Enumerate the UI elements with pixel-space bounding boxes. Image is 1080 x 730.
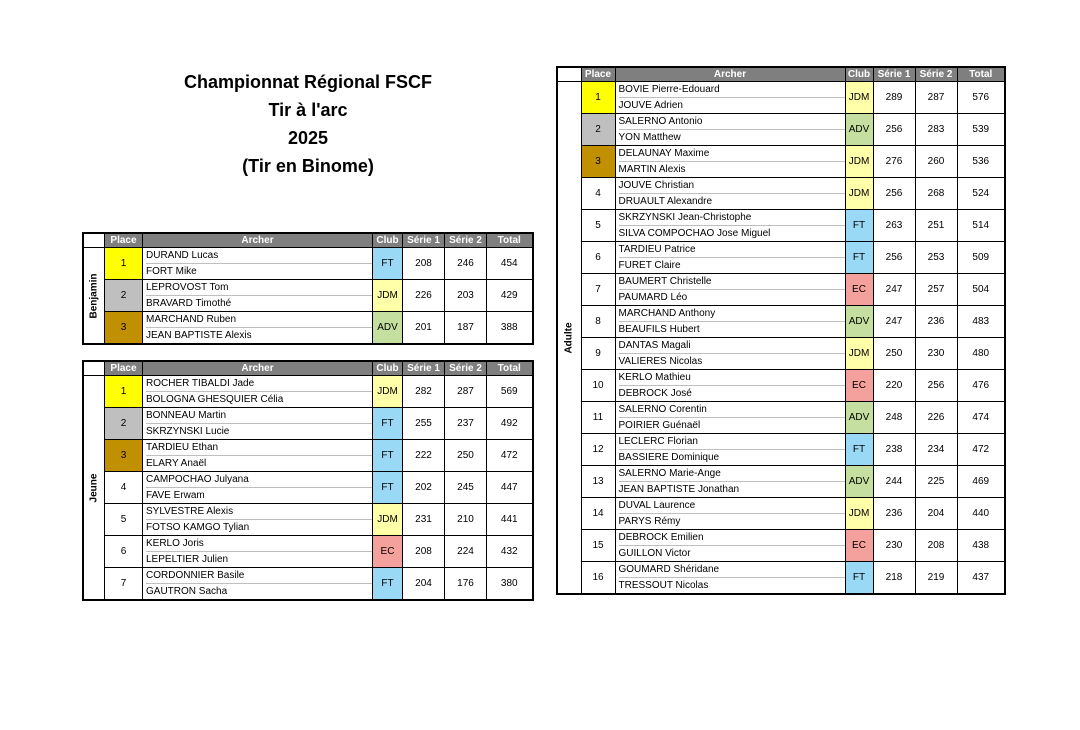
archer-name: GAUTRON Sacha [146, 583, 372, 599]
total-cell: 480 [957, 338, 1005, 370]
total-header: Total [487, 233, 533, 248]
serie1-cell: 218 [873, 562, 915, 595]
total-cell: 504 [957, 274, 1005, 306]
archer-name: LECLERC Florian [618, 436, 698, 447]
archer-name: DRUAULT Alexandre [619, 193, 845, 209]
table-row [557, 114, 1005, 146]
serie2-cell: 253 [915, 242, 957, 274]
archer-name: KERLO Mathieu [618, 372, 691, 383]
archer-name: DURAND Lucas [146, 250, 219, 261]
archer-name: SALERNO Corentin [618, 404, 707, 415]
place-cell: 9 [581, 338, 615, 370]
serie1-header: Série 1 [403, 361, 445, 376]
archer-name: FORT Mike [146, 263, 372, 279]
table-row [83, 472, 533, 504]
club-cell: EC [845, 370, 873, 402]
serie1-cell: 282 [403, 376, 445, 408]
archer-name: DEBROCK Emilien [618, 532, 704, 543]
place-cell: 1 [105, 248, 143, 280]
archer-name: SALERNO Marie-Ange [618, 468, 721, 479]
table-row [83, 504, 533, 536]
category-label: Benjamin [88, 272, 100, 319]
total-header: Total [957, 67, 1005, 82]
place-cell: 6 [581, 242, 615, 274]
archer-cell [143, 248, 373, 280]
archer-name: PARYS Rémy [619, 513, 845, 529]
club-cell: FT [373, 568, 403, 601]
serie2-header: Série 2 [915, 67, 957, 82]
place-cell: 4 [105, 472, 143, 504]
archer-cell [615, 114, 845, 146]
place-cell: 16 [581, 562, 615, 595]
club-cell: ADV [845, 114, 873, 146]
serie2-cell: 204 [915, 498, 957, 530]
jeune-results-table [82, 360, 534, 601]
serie1-cell: 256 [873, 114, 915, 146]
archer-cell [615, 210, 845, 242]
serie2-cell: 187 [445, 312, 487, 345]
archer-cell [615, 82, 845, 114]
archer-name: DEBROCK José [619, 385, 845, 401]
total-cell: 429 [487, 280, 533, 312]
archer-cell [143, 504, 373, 536]
table-row [83, 312, 533, 345]
archer-name: SYLVESTRE Alexis [146, 506, 234, 517]
archer-name: GOUMARD Shéridane [618, 564, 720, 575]
club-cell: JDM [845, 82, 873, 114]
serie2-cell: 176 [445, 568, 487, 601]
club-cell: FT [373, 408, 403, 440]
total-cell: 492 [487, 408, 533, 440]
archer-cell [615, 306, 845, 338]
archer-name: YON Matthew [619, 129, 845, 145]
club-cell: FT [845, 434, 873, 466]
total-cell: 576 [957, 82, 1005, 114]
archer-name: BASSIERE Dominique [619, 449, 845, 465]
serie1-cell: 244 [873, 466, 915, 498]
place-header: Place [105, 361, 143, 376]
table-row [557, 146, 1005, 178]
serie2-cell: 251 [915, 210, 957, 242]
table-row [557, 402, 1005, 434]
club-cell: ADV [845, 466, 873, 498]
total-cell: 441 [487, 504, 533, 536]
archer-cell [615, 274, 845, 306]
total-cell: 388 [487, 312, 533, 345]
club-cell: JDM [373, 504, 403, 536]
serie1-cell: 236 [873, 498, 915, 530]
serie2-header: Série 2 [445, 361, 487, 376]
archer-name: LEPELTIER Julien [146, 551, 372, 567]
serie2-cell: 283 [915, 114, 957, 146]
archer-name: JOUVE Adrien [619, 97, 845, 113]
serie2-cell: 226 [915, 402, 957, 434]
place-cell: 2 [105, 408, 143, 440]
place-header: Place [105, 233, 143, 248]
archer-cell [143, 536, 373, 568]
serie1-cell: 222 [403, 440, 445, 472]
club-cell: EC [845, 530, 873, 562]
header-row [557, 67, 1005, 82]
place-cell: 4 [581, 178, 615, 210]
archer-cell [615, 178, 845, 210]
serie1-cell: 256 [873, 242, 915, 274]
place-cell: 7 [581, 274, 615, 306]
table-row [557, 210, 1005, 242]
club-cell: JDM [845, 178, 873, 210]
serie1-cell: 208 [403, 248, 445, 280]
table-row [557, 370, 1005, 402]
place-cell: 6 [105, 536, 143, 568]
total-header: Total [487, 361, 533, 376]
archer-name: SALERNO Antonio [618, 116, 703, 127]
club-cell: EC [373, 536, 403, 568]
archer-cell [143, 280, 373, 312]
archer-name: BAUMERT Christelle [618, 276, 712, 287]
results-table [82, 360, 534, 601]
archer-name: JEAN BAPTISTE Jonathan [619, 481, 845, 497]
place-cell: 3 [105, 312, 143, 345]
club-cell: ADV [845, 402, 873, 434]
club-cell: ADV [845, 306, 873, 338]
total-cell: 539 [957, 114, 1005, 146]
archer-name: PAUMARD Léo [619, 289, 845, 305]
serie1-cell: 276 [873, 146, 915, 178]
table-row [557, 338, 1005, 370]
archer-name: POIRIER Guénaël [619, 417, 845, 433]
results-table [82, 232, 534, 345]
serie1-cell: 238 [873, 434, 915, 466]
archer-cell [615, 466, 845, 498]
place-cell: 8 [581, 306, 615, 338]
archer-cell [615, 530, 845, 562]
total-cell: 524 [957, 178, 1005, 210]
archer-cell [143, 472, 373, 504]
club-header: Club [373, 361, 403, 376]
total-cell: 432 [487, 536, 533, 568]
place-cell: 15 [581, 530, 615, 562]
archer-header: Archer [143, 361, 373, 376]
archer-name: FURET Claire [619, 257, 845, 273]
serie2-cell: 256 [915, 370, 957, 402]
club-cell: FT [845, 562, 873, 595]
serie1-cell: 230 [873, 530, 915, 562]
total-cell: 569 [487, 376, 533, 408]
table-row [83, 536, 533, 568]
table-row [83, 440, 533, 472]
table-row [557, 498, 1005, 530]
archer-name: SILVA COMPOCHAO Jose Miguel [619, 225, 845, 241]
serie2-cell: 230 [915, 338, 957, 370]
archer-header: Archer [143, 233, 373, 248]
table-row [557, 242, 1005, 274]
archer-name: FOTSO KAMGO Tylian [146, 519, 372, 535]
serie2-cell: 237 [445, 408, 487, 440]
serie2-cell: 257 [915, 274, 957, 306]
serie1-cell: 204 [403, 568, 445, 601]
serie2-cell: 224 [445, 536, 487, 568]
serie1-cell: 289 [873, 82, 915, 114]
adulte-results-table [556, 66, 1006, 595]
archer-name: DELAUNAY Maxime [618, 148, 710, 159]
club-cell: JDM [845, 146, 873, 178]
title-line-3: 2025 [287, 128, 329, 148]
place-cell: 2 [581, 114, 615, 146]
header-row [83, 361, 533, 376]
archer-cell [615, 402, 845, 434]
table-row [557, 466, 1005, 498]
serie1-cell: 208 [403, 536, 445, 568]
category-label-cell [83, 376, 105, 601]
total-cell: 437 [957, 562, 1005, 595]
serie2-cell: 234 [915, 434, 957, 466]
category-header-cell [83, 361, 105, 376]
table-row [557, 562, 1005, 595]
club-cell: EC [845, 274, 873, 306]
place-cell: 2 [105, 280, 143, 312]
serie1-cell: 250 [873, 338, 915, 370]
category-header-cell [83, 233, 105, 248]
serie2-cell: 287 [445, 376, 487, 408]
table-row [83, 408, 533, 440]
archer-cell [143, 376, 373, 408]
serie2-cell: 287 [915, 82, 957, 114]
serie2-cell: 245 [445, 472, 487, 504]
total-cell: 472 [487, 440, 533, 472]
archer-name: SKRZYNSKI Jean-Christophe [618, 212, 752, 223]
archer-cell [615, 242, 845, 274]
total-cell: 454 [487, 248, 533, 280]
archer-header: Archer [615, 67, 845, 82]
total-cell: 509 [957, 242, 1005, 274]
serie1-cell: 247 [873, 306, 915, 338]
archer-name: CORDONNIER Basile [146, 570, 245, 581]
category-label: Adulte [563, 321, 575, 354]
place-cell: 1 [581, 82, 615, 114]
serie2-cell: 210 [445, 504, 487, 536]
archer-name: VALIERES Nicolas [619, 353, 845, 369]
serie1-cell: 226 [403, 280, 445, 312]
category-label-cell [83, 248, 105, 345]
serie1-cell: 220 [873, 370, 915, 402]
total-cell: 483 [957, 306, 1005, 338]
place-cell: 5 [581, 210, 615, 242]
total-cell: 474 [957, 402, 1005, 434]
table-row [557, 434, 1005, 466]
archer-name: ELARY Anaël [146, 455, 372, 471]
archer-name: MARTIN Alexis [619, 161, 845, 177]
serie1-cell: 202 [403, 472, 445, 504]
serie1-cell: 248 [873, 402, 915, 434]
total-cell: 476 [957, 370, 1005, 402]
archer-name: BOVIE Pierre-Edouard [618, 84, 720, 95]
archer-name: TARDIEU Patrice [618, 244, 696, 255]
serie2-cell: 250 [445, 440, 487, 472]
archer-name: CAMPOCHAO Julyana [146, 474, 249, 485]
total-cell: 438 [957, 530, 1005, 562]
place-header: Place [581, 67, 615, 82]
page-title [150, 68, 466, 180]
archer-cell [615, 146, 845, 178]
results-table [556, 66, 1006, 595]
serie1-cell: 201 [403, 312, 445, 345]
archer-cell [143, 440, 373, 472]
category-header-cell [557, 67, 581, 82]
category-label: Jeune [88, 473, 100, 502]
place-cell: 5 [105, 504, 143, 536]
title-line-4: (Tir en Binome) [242, 156, 374, 176]
archer-name: BRAVARD Timothé [146, 295, 372, 311]
serie2-cell: 268 [915, 178, 957, 210]
archer-name: FAVE Erwam [146, 487, 372, 503]
archer-name: BOLOGNA GHESQUIER Célia [146, 391, 372, 407]
table-row [83, 248, 533, 280]
serie2-cell: 225 [915, 466, 957, 498]
total-cell: 536 [957, 146, 1005, 178]
category-label-cell [557, 82, 581, 595]
table-row [557, 178, 1005, 210]
serie2-cell: 246 [445, 248, 487, 280]
club-header: Club [373, 233, 403, 248]
table-row [557, 82, 1005, 114]
header-row [83, 233, 533, 248]
place-cell: 13 [581, 466, 615, 498]
place-cell: 10 [581, 370, 615, 402]
club-cell: JDM [373, 280, 403, 312]
total-cell: 514 [957, 210, 1005, 242]
place-cell: 7 [105, 568, 143, 601]
serie1-cell: 256 [873, 178, 915, 210]
title-line-1: Championnat Régional FSCF [183, 72, 432, 92]
serie1-cell: 247 [873, 274, 915, 306]
total-cell: 469 [957, 466, 1005, 498]
club-cell: JDM [373, 376, 403, 408]
benjamin-results-table [82, 232, 534, 345]
serie2-cell: 236 [915, 306, 957, 338]
total-cell: 380 [487, 568, 533, 601]
archer-cell [615, 498, 845, 530]
club-cell: JDM [845, 338, 873, 370]
club-cell: FT [845, 210, 873, 242]
archer-name: KERLO Joris [146, 538, 204, 549]
archer-name: BONNEAU Martin [146, 410, 227, 421]
archer-name: GUILLON Victor [619, 545, 845, 561]
archer-name: ROCHER TIBALDI Jade [146, 378, 255, 389]
club-header: Club [845, 67, 873, 82]
table-row [83, 280, 533, 312]
place-cell: 1 [105, 376, 143, 408]
archer-name: MARCHAND Anthony [618, 308, 716, 319]
archer-cell [143, 312, 373, 345]
serie2-cell: 219 [915, 562, 957, 595]
archer-name: BEAUFILS Hubert [619, 321, 845, 337]
total-cell: 447 [487, 472, 533, 504]
serie1-cell: 255 [403, 408, 445, 440]
place-cell: 3 [581, 146, 615, 178]
archer-name: LEPROVOST Tom [146, 282, 229, 293]
place-cell: 11 [581, 402, 615, 434]
club-cell: JDM [845, 498, 873, 530]
table-row [557, 306, 1005, 338]
archer-name: SKRZYNSKI Lucie [146, 423, 372, 439]
club-cell: FT [373, 248, 403, 280]
club-cell: FT [373, 440, 403, 472]
serie1-cell: 231 [403, 504, 445, 536]
serie1-header: Série 1 [873, 67, 915, 82]
archer-name: MARCHAND Ruben [146, 314, 237, 325]
archer-name: TARDIEU Ethan [146, 442, 219, 453]
club-cell: FT [373, 472, 403, 504]
archer-cell [615, 434, 845, 466]
title-line-2: Tir à l'arc [268, 100, 348, 120]
archer-cell [615, 370, 845, 402]
serie2-cell: 203 [445, 280, 487, 312]
archer-name: DUVAL Laurence [618, 500, 696, 511]
place-cell: 14 [581, 498, 615, 530]
club-cell: FT [845, 242, 873, 274]
total-cell: 472 [957, 434, 1005, 466]
serie2-header: Série 2 [445, 233, 487, 248]
archer-cell [615, 338, 845, 370]
club-cell: ADV [373, 312, 403, 345]
archer-cell [143, 408, 373, 440]
serie2-cell: 260 [915, 146, 957, 178]
table-row [83, 376, 533, 408]
table-row [83, 568, 533, 601]
archer-name: JOUVE Christian [618, 180, 695, 191]
archer-name: JEAN BAPTISTE Alexis [146, 327, 372, 343]
archer-cell [143, 568, 373, 601]
table-row [557, 530, 1005, 562]
place-cell: 3 [105, 440, 143, 472]
archer-cell [615, 562, 845, 595]
archer-name: DANTAS Magali [618, 340, 691, 351]
serie2-cell: 208 [915, 530, 957, 562]
total-cell: 440 [957, 498, 1005, 530]
serie1-header: Série 1 [403, 233, 445, 248]
archer-name: TRESSOUT Nicolas [619, 577, 845, 593]
serie1-cell: 263 [873, 210, 915, 242]
place-cell: 12 [581, 434, 615, 466]
table-row [557, 274, 1005, 306]
